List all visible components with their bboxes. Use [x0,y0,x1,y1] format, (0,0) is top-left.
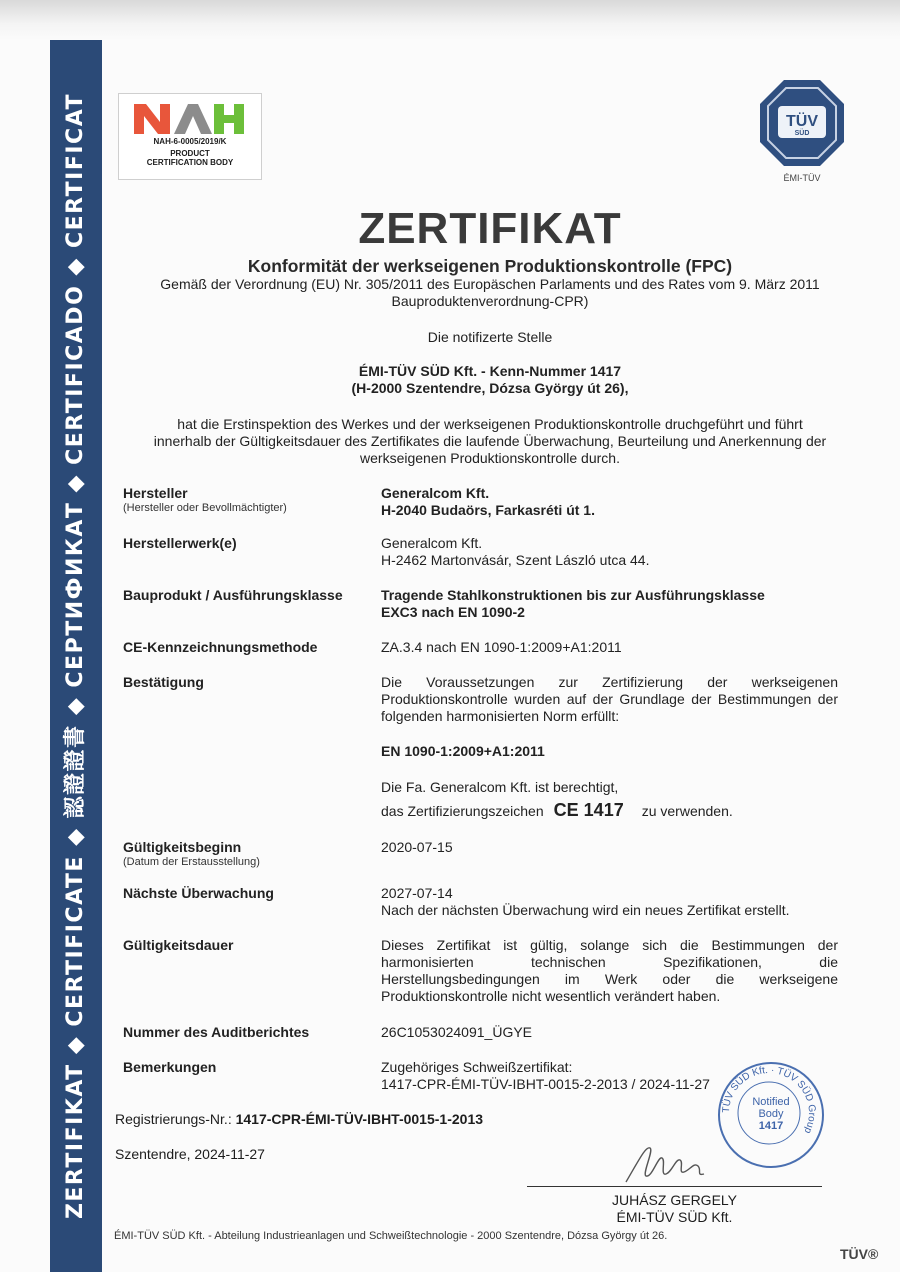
sublabel-beginn: (Datum der Erstausstellung) [123,856,260,868]
regulation-line1: Gemäß der Verordnung (EU) Nr. 305/2011 des Europäschen Parlaments und des Rates vom 9. März 2011 [160,276,820,292]
bestaetigung-berechtigt: Die Fa. Generalcom Kft. ist berechtigt, [381,779,619,795]
ce-mark: CE [553,800,579,820]
nah-letters-graphic [119,104,261,134]
zeichen-post: zu verwenden. [641,803,733,819]
registration-number [115,1111,483,1127]
statement-line3: werkseigenen Produktionskontrolle durch. [360,450,620,466]
registration-value: 1417-CPR-ÉMI-TÜV-IBHT-0015-1-2013 [235,1111,484,1127]
signatory-name: JUHÁSZ GERGELY [612,1192,737,1208]
sublabel-hersteller: (Hersteller oder Bevollmächtigter) [123,502,287,514]
label-bauprodukt: Bauprodukt / Ausführungsklasse [123,587,343,603]
beginn-value: 2020-07-15 [381,839,453,855]
label-dauer: Gültigkeitsdauer [123,937,234,953]
bestaetigung-zeichen [381,802,838,820]
scan-shadow [0,0,900,40]
label-bestaetigung: Bestätigung [123,674,204,690]
label-ce-methode: CE-Kennzeichnungsmethode [123,639,318,655]
ueberwachung-date: 2027-07-14 [381,885,453,901]
certificate-title: ZERTIFIKAT [358,204,622,253]
audit-value: 26C1053024091_ÜGYE [381,1024,533,1040]
stamp-line1: Notified [752,1096,790,1108]
side-banner-text: ZERTIFIKAT ◆ CERTIFICATE ◆ 認證證書 ◆ СЕРТИФИКАТ ◆ CERTIFICADO ◆ CERTIFICAT [63,92,88,1220]
notified-body-address: (H-2000 Szentendre, Dózsa György út 26), [351,380,629,396]
certificate-subtitle: Konformität der werkseigenen Produktionskontrolle (FPC) [247,256,733,276]
notified-body-name: ÉMI-TÜV SÜD Kft. - Kenn-Nummer 1417 [358,363,622,379]
registration-label: Registrierungs-Nr.: [115,1111,232,1127]
label-beginn: Gültigkeitsbeginn [123,839,242,855]
zeichen-pre: das Zertifizierungszeichen [381,803,544,819]
tuv-logo-sub: SÜD [794,130,810,137]
signatory-org: ÉMI-TÜV SÜD Kft. [616,1209,733,1225]
bestaetigung-norm: EN 1090-1:2009+A1:2011 [381,743,545,759]
hersteller-name: Generalcom Kft. [381,485,490,501]
handwritten-signature [620,1138,740,1186]
bauprodukt-line2: EXC3 nach EN 1090-2 [381,604,525,620]
regulation-line2: Bauproduktenverordnung-CPR) [391,293,589,309]
tuv-logo-word: TÜV [786,113,818,130]
werk-address: H-2462 Martonvásár, Szent László utca 44. [381,552,650,568]
ueberwachung-note: Nach der nächsten Überwachung wird ein neues Zertifikat erstellt. [381,902,790,918]
signatory [527,1192,822,1226]
nah-body-line2: CERTIFICATION BODY [146,158,234,167]
hersteller-address: H-2040 Budaörs, Farkasréti út 1. [381,502,595,518]
label-bemerkungen: Bemerkungen [123,1059,217,1075]
nah-body-line1: PRODUCT [170,149,210,158]
stamp-line2: Body [758,1108,784,1120]
statement-line2: innerhalb der Gültigkeitsdauer des Zertifikates die laufende Überwachung, Beurteilung und Anerkennung der [153,433,827,449]
signature-line [527,1186,822,1187]
tuv-octagon-icon [758,78,846,168]
tuv-trademark: TÜV® [840,1246,879,1262]
stamp-line3: 1417 [758,1120,784,1132]
tuv-sud-logo [758,78,846,190]
bemerkungen-line1: Zugehöriges Schweißzertifikat: [381,1059,573,1075]
werk-name: Generalcom Kft. [381,535,483,551]
statement-line1: hat die Erstinspektion des Werkes und der werkseigenen Produktionskontrolle druchgeführt und führt [177,416,803,432]
certificate-side-banner [50,40,102,1272]
bemerkungen-line2: 1417-CPR-ÉMI-TÜV-IBHT-0015-2-2013 / 2024-11-27 [381,1076,710,1092]
nah-accreditation-logo [118,93,262,180]
ce-number: 1417 [583,800,624,820]
bestaetigung-text: Die Voraussetzungen zur Zertifizierung der werkseigenen Produktionskontrolle wurden auf der Grundlage der Bestimmungen der folgenden harmonisierten Norm erfüllt: [381,674,838,724]
nah-code: NAH-6-0005/2019/K [153,137,227,146]
ce-methode-value: ZA.3.4 nach EN 1090-1:2009+A1:2011 [381,639,622,655]
stamp-ring-text: TÜV SÜD Kft. · TÜV SÜD Group [720,1064,818,1136]
notified-intro: Die notifizerte Stelle [427,329,553,345]
label-hersteller: Hersteller [123,485,188,501]
place-date: Szentendre, 2024-11-27 [115,1146,265,1162]
footer-address: ÉMI-TÜV SÜD Kft. - Abteilung Industrieanlagen und Schweißtechnologie - 2000 Szentendre, Dózsa György út 26. [114,1230,668,1242]
dauer-text: Dieses Zertifikat ist gültig, solange sich die Bestimmungen der harmonisierten technischen Spezifikationen, die Herstellungsbedingungen im Werk oder die werkseigene Produktionskontrolle nicht wesentlich verändert haben. [381,937,838,1004]
bauprodukt-line1: Tragende Stahlkonstruktionen bis zur Ausführungsklasse [381,587,765,603]
tuv-caption: ÉMI-TÜV [783,173,821,183]
label-audit: Nummer des Auditberichtes [123,1024,310,1040]
label-werk: Herstellerwerk(e) [123,535,237,551]
label-ueberwachung: Nächste Überwachung [123,885,274,901]
